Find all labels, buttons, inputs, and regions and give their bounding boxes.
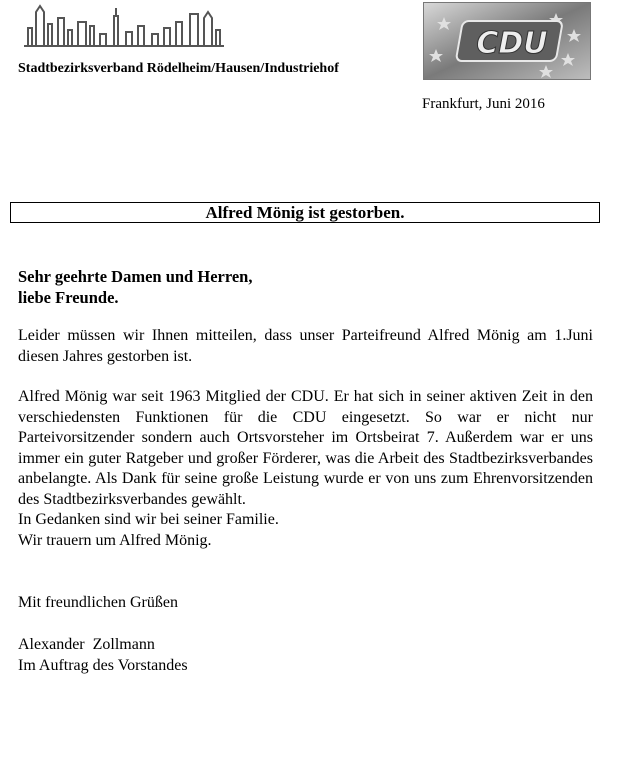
closing-greeting: Mit freundlichen Grüßen <box>18 594 178 611</box>
dateline: Frankfurt, Juni 2016 <box>422 96 545 112</box>
salutation <box>18 266 593 308</box>
organization-name: Stadtbezirksverband Rödelheim/Hausen/Industriehof <box>18 61 339 76</box>
tribute-family-line: In Gedanken sind wir bei seiner Familie. <box>18 511 279 528</box>
signer-name: Alexander Zollmann <box>18 636 155 653</box>
tribute-body: Alfred Mönig war seit 1963 Mitglied der CDU. Er hat sich in seiner aktiven Zeit in den verschiedensten Funktionen für die CDU eingesetzt. So war er nicht nur Parteivorsitzender sondern auch Ortsvorsteher im Ortsbeirat 7. Außerdem war er uns immer ein guter Ratgeber und großer Förderer, was die Arbeit des Stadtbezirksverbandes anbelangte. Als Dank für seine große Leistung wurde er von uns zum Ehrenvorsitzenden des Stadtbezirksverbandes gewählt. <box>18 388 593 508</box>
salutation-line-2: liebe Freunde. <box>18 288 119 307</box>
cdu-logo-text: CDU <box>476 26 548 61</box>
frankfurt-skyline-logo <box>22 4 226 48</box>
cdu-logo <box>423 2 591 80</box>
signer-role: Im Auftrag des Vorstandes <box>18 656 188 674</box>
paragraph-announcement: Leider müssen wir Ihnen mitteilen, dass unser Parteifreund Alfred Mönig am 1.Juni diesen Jahres gestorben ist. <box>18 327 593 365</box>
cdu-logo-graphic <box>424 3 590 79</box>
tribute-mourning-line: Wir trauern um Alfred Mönig. <box>18 531 212 549</box>
salutation-line-1: Sehr geehrte Damen und Herren, <box>18 267 253 286</box>
signature-block <box>18 635 188 676</box>
paragraph-tribute <box>18 387 593 551</box>
letter-title: Alfred Mönig ist gestorben. <box>10 202 600 223</box>
